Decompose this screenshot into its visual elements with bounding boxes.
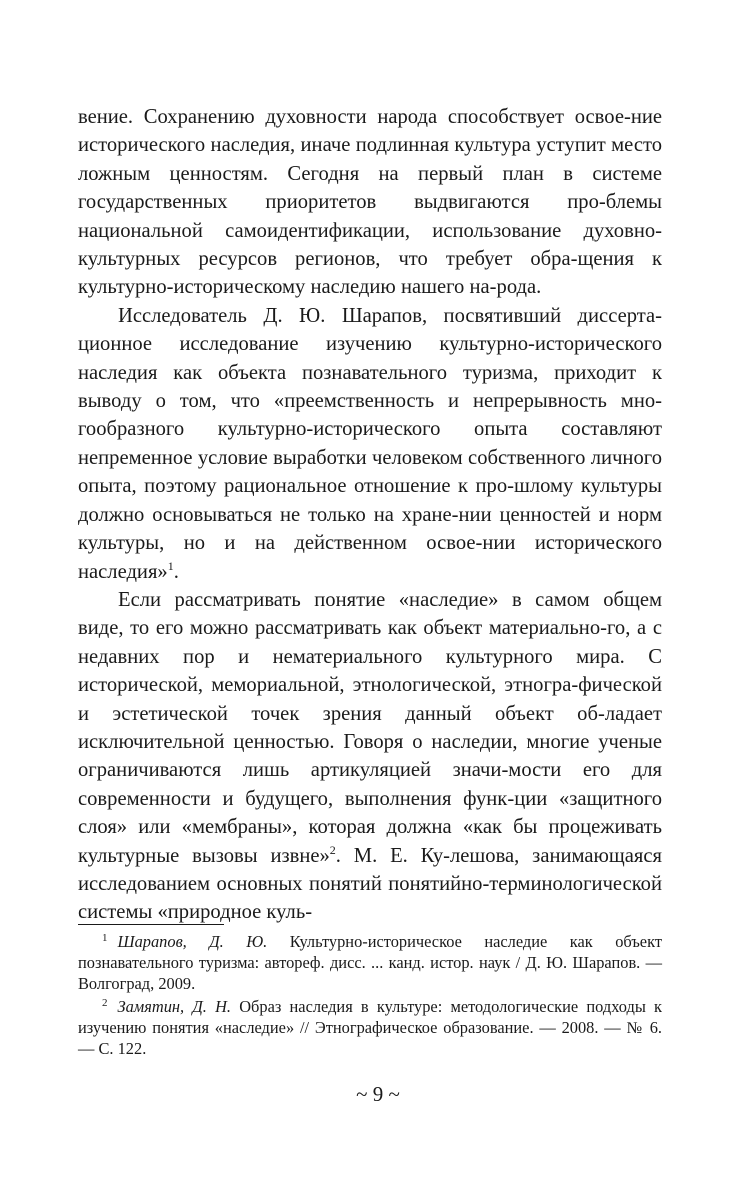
main-text [78, 103, 662, 927]
paragraph-1-line: щения к культурно-историческому наследию нашего на- [78, 248, 662, 299]
paragraph-3-line: многие ученые ограничиваются лишь артикуляцией значи- [78, 730, 662, 782]
paragraph-1-line: ние исторического наследия, иначе подлинная культура [78, 106, 662, 157]
footnote-1-author: Шарапов, Д. Ю. [117, 932, 268, 951]
footnote-2-text: Образ наследия в культуре: методологические подходы к изучению понятия «наследие» // Этнографическое образование. — 2008. — № 6. — С. 122. [78, 997, 663, 1058]
footnote-ref-2[interactable]: 2 [329, 842, 336, 857]
paragraph-2-line: ционное исследование изучению культурно-исторического [78, 333, 662, 356]
paragraph-1-line: рода. [496, 276, 542, 299]
paragraph-2-line: наследия как объекта познавательного туризма, приходит [78, 361, 637, 384]
paragraph-3-line: виде, то его можно рассматривать как объект материально- [78, 617, 607, 640]
paragraph-3-line: фической и эстетической точек зрения данный объект об- [78, 674, 662, 725]
paragraph-3-line: ладает исключительной ценностью. Говоря о наследии, [78, 702, 662, 753]
paragraph-3-line: ции «защитного слоя» или «мембраны», которая должна [78, 787, 662, 839]
paragraph-1 [78, 103, 662, 302]
paragraph-1-text: вение. Сохранению духовности народа способствует освое- [78, 106, 631, 128]
paragraph-1-line: уступит место ложным ценностям. Сегодня на первый план [78, 134, 662, 185]
paragraph-1-line: блемы национальной самоидентификации, использование [78, 191, 662, 242]
paragraph-1-line: духовно-культурных ресурсов регионов, что требует обра- [78, 219, 662, 271]
footnote-2-number: 2 [102, 996, 108, 1009]
paragraph-1-line: в системе государственных приоритетов выдвигаются про- [78, 162, 662, 214]
paragraph-3-line: понятийно-терминологической системы «природное куль- [78, 872, 663, 924]
paragraph-2-line: нии ценностей и норм культуры, но и на действенном освое- [78, 503, 662, 555]
paragraph-3-line: . М. Е. Ку- [335, 844, 451, 867]
footnote-1-number: 1 [102, 931, 108, 944]
paragraph-3-line: го, а с недавних пор и нематериального культурного мира. [78, 617, 662, 668]
paragraph-2 [78, 302, 662, 586]
paragraph-2-line: непременное условие выработки человеком собственного [78, 446, 586, 469]
paragraph-3-line: лешова, занимающаяся исследованием основных понятий [78, 844, 662, 895]
footnote-1 [78, 931, 662, 994]
paragraph-2-line: к выводу о том, что «преемственность и непрерывность мно- [78, 361, 662, 413]
paragraph-2-line: Исследователь Д. Ю. Шарапов, посвятивший диссерта- [118, 304, 662, 327]
paragraph-2-tail: . [173, 560, 179, 583]
footnotes [78, 931, 662, 1061]
paragraph-2-line: шлому культуры должно основываться не только на хране- [78, 475, 662, 526]
paragraph-3-line: С исторической, мемориальной, этнологической, этногра- [78, 645, 662, 697]
paragraph-3-line: мости его для современности и будущего, выполнения функ- [78, 759, 662, 810]
paragraph-2-line: нии исторического наследия» [78, 532, 662, 583]
paragraph-3-line: «как бы процеживать культурные вызовы извне» [78, 816, 662, 867]
paragraph-3 [78, 586, 662, 927]
paragraph-2-line: личного опыта, поэтому рациональное отношение к про- [78, 446, 662, 498]
paragraph-3-line: Если рассматривать понятие «наследие» в самом общем [118, 588, 662, 611]
page-number: ~ 9 ~ [356, 1082, 400, 1106]
footnote-2 [78, 996, 662, 1059]
footnote-2-author: Замятин, Д. Н. [117, 997, 232, 1016]
footnote-divider [78, 924, 224, 925]
paragraph-2-line: гообразного культурно-исторического опыта составляют [78, 418, 662, 441]
footnote-ref-1[interactable]: 1 [167, 558, 174, 573]
footnote-1-text: Культурно-историческое наследие как объект познавательного туризма: автореф. дисс. ... канд. истор. наук / Д. Ю. Шарапов. — Волгоград, 2009. [78, 932, 662, 993]
